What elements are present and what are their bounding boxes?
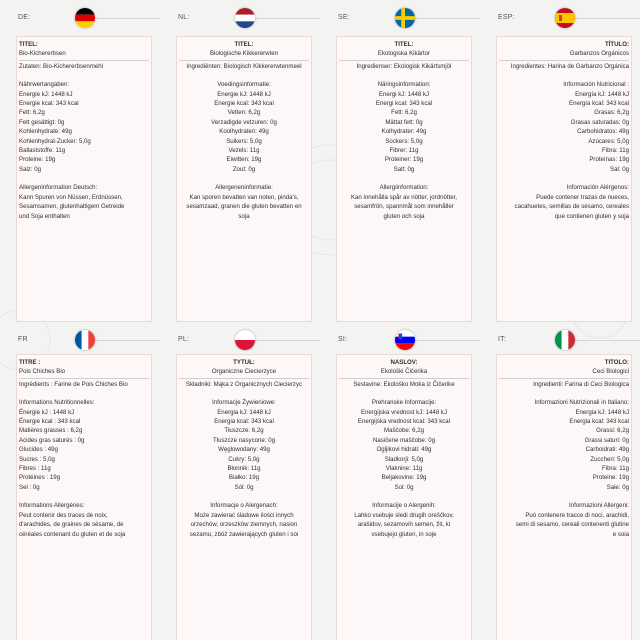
nutrition-row: Energía kcal: 343 kcal [569,100,629,108]
ingredients-text: Ingredienser: Ekologisk Kikärtsmjöl [356,62,452,70]
language-panel-pl [160,320,320,640]
nutrition-row: Proteine: 19g [592,474,629,482]
label-card [176,36,312,322]
label-card [336,36,472,322]
allergen-line: gluten och soja [383,212,425,220]
title-divider [339,60,469,61]
ingredients-text: Ingrédients : Farine de Pois Chiches Bio [19,380,128,388]
allergen-line: semi di sesamo, cereali contenenti glutine [515,521,629,529]
germany-flag-icon [75,8,95,28]
allergen-text [499,511,629,539]
product-title: Ekologiska Kikärtor [377,50,431,58]
ingredients-text: Sestavine: Ekološko Moka iz Čičerike [353,380,455,388]
title-label: TITEL: [394,41,414,48]
nutrition-row: Energia kJ: 1448 kJ [217,408,271,416]
nutrition-row: Sal: 0g [610,165,629,173]
nutrition-row: Beljakovine: 19g [381,474,427,482]
allergen-line: que contienen gluten y soja [554,212,629,220]
allergen-text [19,511,149,539]
nutrition-list [179,408,309,493]
allergen-line: vsebujejo gluten, in soje [371,530,437,538]
nutrition-row: Grasas: 6,2g [594,109,629,117]
ingredients-text: Ingredienti: Farina di Ceci Biologica [533,380,629,388]
allergen-line: céréales contenant du gluten et de soja [19,530,126,538]
nutrition-row: Sladkorji: 5,0g [384,455,424,463]
nutrition-row: Energi kcal: 343 kcal [375,100,433,108]
product-title: Ceci Biologici [592,368,629,376]
panel-header [480,0,640,36]
title-divider [179,378,309,379]
allergen-line: sesamfrön, spannmål som innehåller [354,203,454,211]
nutrition-heading: Nährwertangaben: [19,81,70,89]
nutrition-row: Zuccheri: 5,0g [590,455,629,463]
allergen-text [19,193,149,221]
nutrition-row: Proteínas: 19g [589,156,629,164]
poland-flag-icon [235,330,255,350]
france-flag-icon [75,330,95,350]
label-card [16,354,152,640]
language-code: IT: [498,336,506,343]
nutrition-row: Nasičene maščobe: 0g [373,436,435,444]
allergen-line: Może zawierać śladowe ilości innych [194,511,294,519]
nutrition-row: Energi kJ: 1448 kJ [378,90,430,98]
header-divider [255,340,320,341]
nutrition-row: Proteine: 19g [19,156,56,164]
nutrition-list [499,90,629,175]
title-divider [179,60,309,61]
allergen-line: Puede contener trazas de nueces, [536,193,629,201]
panel-header [160,320,320,356]
nutrition-row: Kohlenhydrate: 49g [19,128,72,136]
header-divider [95,18,160,19]
nutrition-row: Energía kJ: 1448 kJ [575,90,629,98]
allergen-line: cacahuetes, semillas de sésamo, cereales [514,203,629,211]
product-title: Ekološki Čičerika [380,368,428,376]
nutrition-row: Ballaststoffe: 11g [19,147,66,155]
nutrition-heading: Näringsinformation: [377,81,431,89]
nutrition-heading: Informazioni Nutrizionali in Italiano: [534,399,629,407]
header-divider [575,340,640,341]
nutrition-row: Protéines : 19g [19,474,60,482]
allergen-line: und Soja enthalten [19,212,70,220]
language-panel-de [0,0,160,320]
allergen-text [179,511,309,539]
label-card [336,354,472,640]
nutrition-row: Carbohidratos: 49g [577,128,629,136]
panel-header [0,0,160,36]
nutrition-row: Glucides : 49g [19,446,58,454]
allergen-line: sesamzaad, granen die gluten bevatten en [186,203,302,211]
nutrition-row: Węglowodany: 49g [218,446,270,454]
nutrition-row: Matières grasses : 6,2g [19,427,83,435]
nutrition-row: Energie kcal: 343 kcal [19,100,79,108]
nutrition-row: Suikers: 5,0g [226,137,262,145]
allergen-heading: Informazioni Allergeni: [569,502,629,510]
nutrition-list [339,90,469,175]
title-divider [19,378,149,379]
nutrition-row: Maščobe: 6,2g [384,427,424,435]
title-label: TITOLO: [604,359,629,366]
title-divider [499,378,629,379]
nutrition-row: Białko: 19g [228,474,260,482]
title-label: NASLOV: [390,359,418,366]
allergen-text [179,193,309,221]
panel-header [320,0,480,36]
allergen-heading: Informacje o Alergenach: [210,502,278,510]
nutrition-row: Ogljikovi hidrati: 49g [376,446,432,454]
nutrition-row: Grasas saturadas: 0g [570,118,629,126]
nutrition-list [499,408,629,493]
title-label: TITEL: [19,41,38,48]
nutrition-row: Kohlenhydrat-Zucker: 5,0g [19,137,91,145]
nutrition-heading: Voedingsinformatie: [217,81,271,89]
nutrition-row: Sel : 0g [19,483,40,491]
product-title: Bio-Kichererbsen [19,50,66,58]
panel-header [320,320,480,356]
nutrition-row: Sucres : 5,0g [19,455,55,463]
language-code: SI: [338,336,348,343]
spain-flag-icon [555,8,575,28]
nutrition-row: Fibrer: 11g [389,147,419,155]
title-label: TITEL: [234,41,254,48]
nutrition-row: Tłuszcze: 6,2g [224,427,264,435]
product-title: Biologische Kikkererwten [209,50,279,58]
nutrition-row: Grassi saturi: 0g [584,436,629,444]
allergen-text [339,193,469,221]
nutrition-row: Vetten: 6,2g [227,109,261,117]
nutrition-row: Azúcares: 5,0g [588,137,629,145]
language-panel-si [320,320,480,640]
allergen-heading: Informations Allergènes: [19,502,85,510]
nutrition-row: Kolhydrater: 49g [381,128,427,136]
allergen-line: Lahko vsebuje sledi drugih oreščkov, [354,511,454,519]
title-label: TYTUŁ: [233,359,255,366]
nutrition-row: Sól: 0g [234,483,254,491]
nutrition-heading: Información Nutricional : [563,81,629,89]
header-divider [415,18,480,19]
language-panel-esp [480,0,640,320]
nutrition-row: Fett: 6,2g [19,109,45,117]
nutrition-row: Energia kcal: 343 kcal [214,418,274,426]
allergen-line: soja [238,212,250,220]
header-divider [415,340,480,341]
nutrition-row: Energie kcal: 343 kcal [214,100,274,108]
ingredients-text: Składniki: Mąka z Organicznych Ciecierzyc [185,380,303,388]
header-divider [255,18,320,19]
nutrition-heading: Informations Nutritionnelles: [19,399,95,407]
nutrition-row: Fett gesättigt: 0g [19,118,65,126]
nutrition-row: Fibra: 11g [602,465,629,473]
language-code: FR [18,336,28,343]
product-title: Garbanzos Orgánicos [569,50,629,58]
nutrition-row: Proteiner: 19g [384,156,424,164]
nutrition-heading: Informacje Żywieniowe: [212,399,276,407]
allergen-line: Peut contenir des traces de noix, [19,511,108,519]
nutrition-row: Sale: 0g [606,483,629,491]
allergen-heading: Allergeneninformatie: [215,184,273,192]
ingredients-text: Ingredientes: Harina de Garbanzo Orgánica [510,62,629,70]
nutrition-row: Vlaknine: 11g [385,465,423,473]
allergen-text [339,511,469,539]
title-divider [19,60,149,61]
netherlands-flag-icon [235,8,255,28]
label-card [496,36,632,322]
nutrition-row: Énergie kJ : 1448 kJ [19,408,75,416]
nutrition-row: Verzadigde vetzuren: 0g [211,118,277,126]
nutrition-list [339,408,469,493]
title-divider [339,378,469,379]
nutrition-list [179,90,309,175]
nutrition-row: Sol: 0g [394,483,414,491]
ingredients-text: Zutaten: Bio-Kichererbsenmehl [19,62,104,70]
language-code: ESP: [498,14,515,21]
allergen-heading: Información Alérgenos: [566,184,629,192]
nutrition-row: Fibres : 11g [19,465,51,473]
allergen-line: Kan sporen bevatten van noten, pinda's, [189,193,299,201]
language-code: PL: [178,336,190,343]
language-code: NL: [178,14,190,21]
panel-header [0,320,160,356]
allergen-line: arašidov, sezamovih semen, žit, ki [357,521,451,529]
allergen-line: Kan innehålla spår av nötter, jordnötter, [350,193,458,201]
title-label: TÍTULO: [604,41,629,48]
italy-flag-icon [555,330,575,350]
panel-header [160,0,320,36]
nutrition-row: Cukry: 5,0g [228,455,260,463]
nutrition-row: Mättat fett: 0g [385,118,423,126]
sweden-flag-icon [395,8,415,28]
language-panel-nl [160,0,320,320]
panel-header [480,320,640,356]
product-title: Pois Chiches Bio [19,368,66,376]
title-label: TITRE : [19,359,41,366]
nutrition-row: Energie kJ: 1448 kJ [19,90,73,98]
allergen-line: e soia [612,530,629,538]
allergen-line: sezamu, zbóż zawierających gluten i soi [189,530,299,538]
header-divider [575,18,640,19]
product-title: Organiczne Ciecierzyce [211,368,277,376]
language-panel-se [320,0,480,320]
nutrition-row: Energia kJ: 1448 kJ [575,408,629,416]
slovenia-flag-icon [395,330,415,350]
nutrition-row: Carboidrati: 49g [585,446,629,454]
nutrition-row: Energia kcal: 343 kcal [569,418,629,426]
nutrition-heading: Prehranske Informacije: [371,399,437,407]
nutrition-row: Vezels: 11g [228,147,260,155]
allergen-line: d'arachides, de graines de sésame, de [19,521,124,529]
allergen-heading: Informacije o Alergenih: [372,502,436,510]
nutrition-row: Énergie kcal : 343 kcal [19,418,81,426]
nutrition-row: Fett: 6,2g [391,109,417,117]
title-divider [499,60,629,61]
nutrition-row: Błonnik: 11g [227,465,261,473]
nutrition-row: Sockers: 5,0g [385,137,423,145]
nutrition-row: Energijska vrednost kJ: 1448 kJ [360,408,448,416]
nutrition-row: Salt: 0g [393,165,415,173]
nutrition-row: Grassi: 6,2g [596,427,629,435]
label-card [496,354,632,640]
language-code: DE: [18,14,31,21]
nutrition-row: Energijska vrednost kcal: 343 kcal [357,418,451,426]
allergen-line: orzechów, orzeszków ziemnych, nasion [190,521,298,529]
allergen-line: Kann Spuren von Nüssen, Erdnüssen, [19,193,123,201]
allergen-line: Sesamsamen, glutenhaltigem Getreide [19,203,125,211]
nutrition-row: Zout: 0g [232,165,256,173]
nutrition-row: Fibra: 11g [602,147,629,155]
nutrition-row: Salz: 0g [19,165,42,173]
ingredients-text: Ingrediënten: Biologisch Kikkererwtenmeel [186,62,302,70]
nutrition-list [19,90,149,175]
nutrition-row: Eiwitten: 19g [226,156,262,164]
nutrition-row: Tłuszcze nasycone: 0g [213,436,275,444]
label-card [176,354,312,640]
language-panel-fr [0,320,160,640]
header-divider [95,340,160,341]
allergen-heading: Allergeninformation Deutsch: [19,184,98,192]
nutrition-list [19,408,149,493]
language-panel-it [480,320,640,640]
nutrition-row: Energie kJ: 1448 kJ [217,90,271,98]
nutrition-row: Acides gras saturés : 0g [19,436,85,444]
label-card [16,36,152,322]
nutrition-row: Koolhydraten: 49g [219,128,269,136]
allergen-text [499,193,629,221]
allergen-heading: Allergiinformation: [379,184,429,192]
language-code: SE: [338,14,350,21]
allergen-line: Può contenere tracce di noci, arachidi, [525,511,629,519]
